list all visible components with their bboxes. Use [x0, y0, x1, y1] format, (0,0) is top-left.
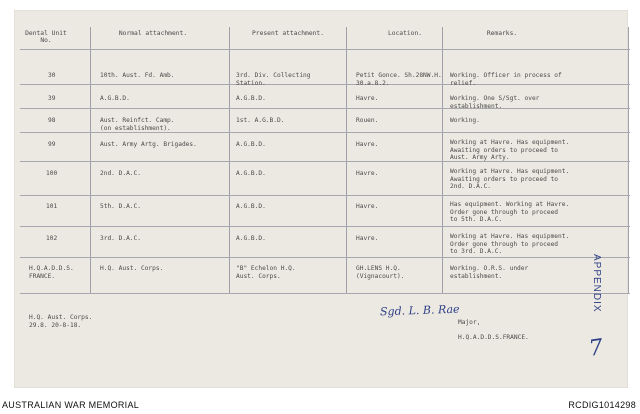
cell-normal-attachment: Aust. Army Artg. Brigades.: [100, 141, 197, 148]
cell-remarks: Working. O.R.S. under establishment.: [450, 265, 529, 280]
row-rule: [20, 257, 630, 258]
cell-remarks: Working at Havre. Has equipment. Awaiting orders to proceed to 2nd. D.A.C.: [450, 168, 570, 191]
cell-unit: 101: [46, 203, 58, 210]
cell-unit: 98: [48, 117, 56, 124]
signature-office: H.Q.A.D.D.S.FRANCE.: [458, 333, 529, 341]
cell-location: Havre.: [356, 203, 379, 210]
cell-remarks: Working. One S/Sgt. over establishment.: [450, 95, 540, 110]
cell-remarks: Working. Officer in process of relief.: [450, 72, 562, 87]
header-location: Location.: [387, 30, 423, 37]
cell-unit: 30: [48, 72, 56, 79]
cell-unit: 102: [46, 235, 58, 242]
origin-and-date: H.Q. Aust. Corps. 29.8. 20-8-18.: [29, 314, 93, 329]
appendix-number: 7: [587, 335, 605, 362]
cell-normal-attachment: A.G.B.D.: [100, 95, 130, 102]
institution-name: AUSTRALIAN WAR MEMORIAL: [2, 400, 140, 410]
cell-location: Havre.: [356, 170, 379, 177]
cell-location: Havre.: [356, 235, 379, 242]
header-normal-attachment: Normal attachment.: [118, 30, 188, 37]
column-divider: [229, 27, 230, 293]
cell-present-attachment: "B" Echelon H.Q. Aust. Corps.: [236, 265, 296, 280]
cell-unit: 99: [48, 141, 56, 148]
cell-normal-attachment: 10th. Aust. Fd. Amb.: [100, 72, 175, 79]
cell-location: Petit Gonce. Sh.28NW.H. 30.a.8.2.: [356, 72, 442, 87]
cell-present-attachment: 3rd. Div. Collecting Station.: [236, 72, 311, 87]
header-remarks: Remarks.: [486, 30, 518, 37]
cell-unit: 39: [48, 95, 56, 102]
signature-rank: Major,: [458, 318, 481, 326]
column-divider: [90, 27, 91, 293]
cell-normal-attachment: Aust. Reinfct. Camp. (on establishment).: [100, 117, 175, 132]
column-divider: [442, 27, 443, 293]
cell-normal-attachment: H.Q. Aust. Corps.: [100, 265, 164, 272]
appendix-label: APPENDIX: [591, 254, 602, 313]
header-dental-unit: Dental Unit No.: [25, 30, 67, 44]
cell-present-attachment: 1st. A.G.B.D.: [236, 117, 285, 124]
cell-remarks: Working.: [450, 117, 480, 124]
row-rule: [20, 195, 630, 196]
archive-reference: RCDIG1014298: [568, 400, 636, 410]
cell-remarks: Working at Havre. Has equipment. Awaiting orders to proceed to Aust. Army Arty.: [450, 139, 570, 162]
cell-normal-attachment: 2nd. D.A.C.: [100, 170, 141, 177]
cell-normal-attachment: 3rd. D.A.C.: [100, 235, 141, 242]
row-rule: [20, 226, 630, 227]
signature-title: [458, 311, 529, 349]
archive-footer: [0, 398, 640, 414]
row-rule: [20, 49, 630, 50]
cell-normal-attachment: 5th. D.A.C.: [100, 203, 141, 210]
handwritten-signature: Sgd. L. B. Rae: [379, 302, 460, 319]
cell-present-attachment: A.G.B.D.: [236, 235, 266, 242]
document-sheet: [14, 10, 628, 388]
row-rule: [20, 293, 630, 294]
cell-present-attachment: A.G.B.D.: [236, 141, 266, 148]
cell-remarks: Working at Havre. Has equipment. Order gone through to proceed to 3rd. D.A.C.: [450, 233, 570, 256]
header-present-attachment: Present attachment.: [251, 30, 325, 37]
cell-remarks: Has equipment. Working at Havre. Order gone through to proceed to 5th. D.A.C.: [450, 201, 570, 224]
column-divider: [346, 27, 347, 293]
cell-location: GH.LENS H.Q. (Vignacourt).: [356, 265, 405, 280]
cell-unit: 100: [46, 170, 58, 177]
cell-location: Rouen.: [356, 117, 379, 124]
cell-location: Havre.: [356, 141, 379, 148]
cell-unit: H.Q.A.D.D.S. FRANCE.: [29, 265, 74, 280]
cell-present-attachment: A.G.B.D.: [236, 203, 266, 210]
cell-present-attachment: A.G.B.D.: [236, 95, 266, 102]
cell-present-attachment: A.G.B.D.: [236, 170, 266, 177]
column-divider: [628, 27, 629, 293]
cell-location: Havre.: [356, 95, 379, 102]
